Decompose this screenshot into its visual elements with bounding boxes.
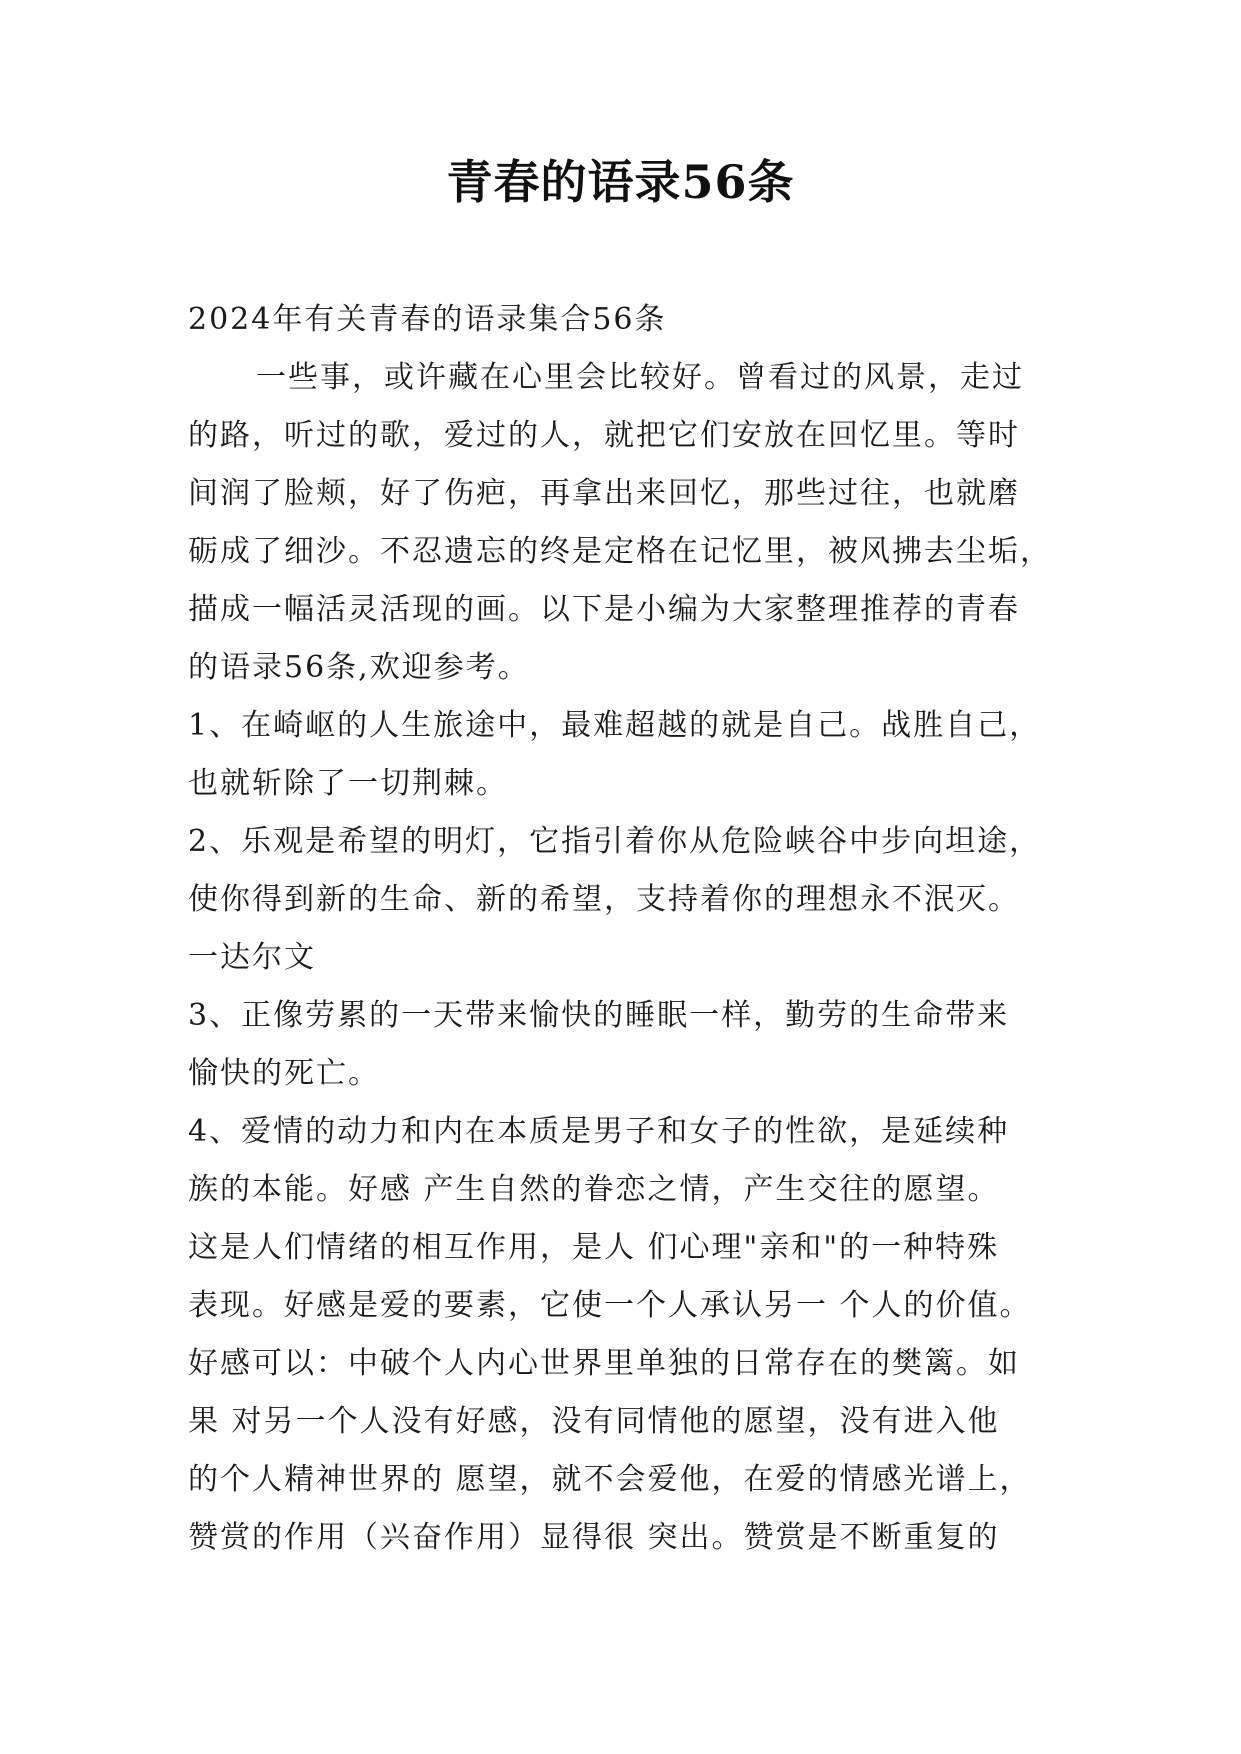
intro-paragraph-line: 的路，听过的歌，爱过的人，就把它们安放在回忆里。等时 xyxy=(188,418,1020,453)
intro-paragraph-line: 的语录56条,欢迎参考。 xyxy=(188,650,530,685)
quote-1-line: 1、在崎岖的人生旅途中，最难超越的就是自己。战胜自己， xyxy=(188,708,1042,743)
document-body xyxy=(188,291,1068,1567)
quote-4-line: 好感可以：中破个人内心世界里单独的日常存在的樊篱。如 xyxy=(188,1346,1020,1381)
quote-4-line: 表现。好感是爱的要素，它使一个人承认另一 个人的价值。 xyxy=(188,1288,1032,1323)
intro-paragraph-line: 间润了脸颊，好了伤疤，再拿出来回忆，那些过往，也就磨 xyxy=(188,476,1020,511)
quote-4-line: 的个人精神世界的 愿望，就不会爱他，在爱的情感光谱上， xyxy=(188,1462,1032,1497)
intro-paragraph-line: 一些事，或许藏在心里会比较好。曾看过的风景，走过 xyxy=(256,360,1024,395)
quote-2-line: 一达尔文 xyxy=(188,940,316,975)
quote-4-line: 这是人们情绪的相互作用，是人 们心理"亲和"的一种特殊 xyxy=(188,1230,1000,1265)
quote-2-line: 使你得到新的生命、新的希望，支持着你的理想永不泯灭。 xyxy=(188,882,1020,917)
intro-paragraph-line: 描成一幅活灵活现的画。以下是小编为大家整理推荐的青春 xyxy=(188,592,1020,627)
quote-2-line: 2、乐观是希望的明灯，它指引着你从危险峡谷中步向坦途， xyxy=(188,824,1042,859)
quote-1-line: 也就斩除了一切荆棘。 xyxy=(188,766,508,801)
document-title: 青春的语录56条 xyxy=(446,155,795,209)
quote-4-line: 族的本能。好感 产生自然的眷恋之情，产生交往的愿望。 xyxy=(188,1172,1000,1207)
quote-4-line: 果 对另一个人没有好感，没有同情他的愿望，没有进入他 xyxy=(188,1404,1000,1439)
quote-4-line: 4、爱情的动力和内在本质是男子和女子的性欲，是延续种 xyxy=(188,1114,1010,1149)
quote-4-line: 赞赏的作用（兴奋作用）显得很 突出。赞赏是不断重复的 xyxy=(188,1520,1000,1555)
intro-paragraph-line: 砺成了细沙。不忍遗忘的终是定格在记忆里，被风拂去尘垢， xyxy=(188,534,1052,569)
subtitle-line: 2024年有关青春的语录集合56条 xyxy=(188,302,667,337)
quote-3-line: 愉快的死亡。 xyxy=(188,1056,380,1091)
quote-3-line: 3、正像劳累的一天带来愉快的睡眠一样，勤劳的生命带来 xyxy=(188,998,1010,1033)
